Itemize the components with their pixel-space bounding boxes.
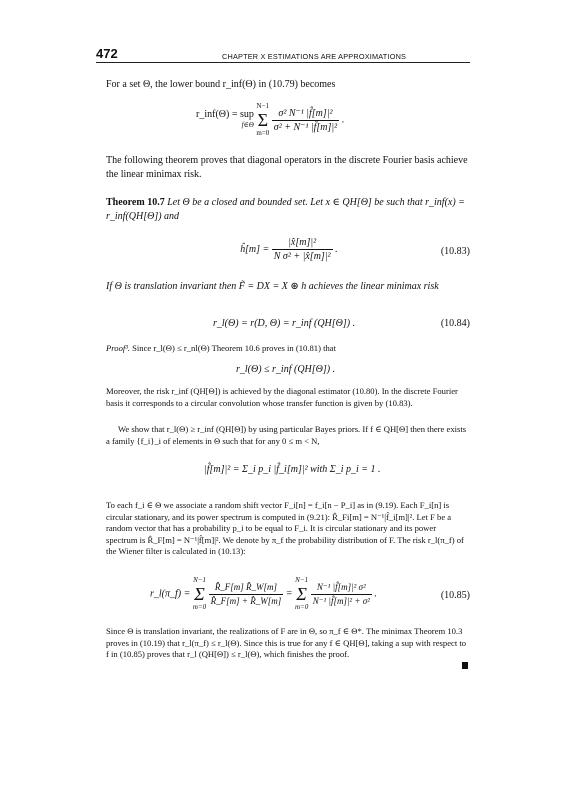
proof-paragraph-3: To each f_i ∈ Θ we associate a random shift vector F_i[n] = f_i[n − P_i] as in (9.19). Each F_i[n] is circular stationary, and its power spectrum is computed in (9.21): R̂_Fi[m] = N⁻¹|f̂_i[m]|². Let F be a random vector that has a probability p_i to be equal to F_i. It is circular stationary and its power spectrum is R̂_F[m] = N⁻¹|f̂[m]|². We denote by π_f the probability distribution of F. The risk r_l(π_f) of the Wiener filter is calculated in (10.13): xyxy=(106,500,464,557)
eq-c-lhs: r_l(π_f) = xyxy=(150,588,191,600)
eq-c-sum1-bottom: m=0 xyxy=(192,603,207,611)
proof-lead-text: Since r_l(Θ) ≤ r_nl(Θ) Theorem 10.6 proves in (10.81) that xyxy=(129,343,336,353)
eq-c-fraction-2 xyxy=(311,581,372,608)
qed-square-icon xyxy=(462,662,468,669)
eq-h-lhs: ĥ[m] = xyxy=(240,244,270,255)
eq-rinf-sup-sub: f∈Θ xyxy=(241,121,254,129)
header-rule xyxy=(96,62,470,63)
eq-rinf-den: σ² + N⁻¹ |f̂[m]|² xyxy=(273,121,338,133)
theorem-label: Theorem 10.7 xyxy=(106,197,165,208)
chapter-title: CHAPTER X ESTIMATIONS ARE APPROXIMATIONS xyxy=(222,52,407,61)
proof-paragraph-1: Moreover, the risk r_inf (QH[Θ]) is achieved by the diagonal estimator (10.80). In the discrete Fourier basis it corresponds to a circular convolution whose transfer function is given by (10.83). xyxy=(106,386,458,408)
eq-label-10-85: (10.85) xyxy=(440,590,470,601)
eq-h-num: |x̂[m]|² xyxy=(272,236,333,250)
sigma-symbol: Σ xyxy=(194,584,205,604)
eq-c-fraction-1 xyxy=(209,581,284,608)
eq-rinf-num: σ² N⁻¹ |f̂[m]|² xyxy=(272,107,339,121)
proof-paragraph-4: Since Θ is translation invariant, the realizations of F are in Θ, so π_f ∈ Θ*. The minimax Theorem 10.3 proves in (10.19) that r_l(π_f) ≤ r_l(Θ). Since this is true for any f ∈ QH[Θ], taking a sup with respect to f in (10.85) proves that r_l (QH[Θ]) ≤ r_l(Θ), which finishes the proof. xyxy=(106,626,467,660)
eq-rinf-end: . xyxy=(341,114,345,126)
equation-10-85 xyxy=(150,576,440,612)
eq-c-sum1-top: N−1 xyxy=(193,576,206,584)
eq-label-10-84: (10.84) xyxy=(440,318,470,329)
eq-h-end: . xyxy=(335,244,338,255)
eq-label-10-83: (10.83) xyxy=(440,246,470,257)
eq-c-sum-2 xyxy=(295,576,308,612)
sigma-symbol: Σ xyxy=(296,584,307,604)
eq-c-mid: = xyxy=(285,588,293,600)
equation-10-83 xyxy=(240,236,338,263)
equation-rinf xyxy=(196,102,436,142)
eq-rinf-fraction xyxy=(272,107,339,134)
proof-paragraph-2: We show that r_l(Θ) ≥ r_inf (QH[Θ]) by using particular Bayes priors. If f ∈ QH[Θ] then there exists a family {f_i}_i of elements in Θ such that for any 0 ≤ m < N, xyxy=(106,424,467,446)
eq-h-den: N σ² + |x̂[m]|² xyxy=(273,251,331,262)
theorem-statement xyxy=(106,196,468,224)
eq-c-num1: R̂_F[m] R̂_W[m] xyxy=(209,581,284,595)
equation-10-84: r_l(Θ) = r(D, Θ) = r_inf (QH[Θ]) . xyxy=(213,318,356,329)
theorem-statement-text: Let Θ be a closed and bounded set. Let x ∈ QH[Θ] be such that r_inf(x) = r_inf(QH[Θ]) and xyxy=(106,197,465,222)
theorem-statement-2: If Θ is translation invariant then F̃ = DX = X ⊛ h achieves the linear minimax risk xyxy=(106,281,439,292)
eq-c-sum2-bottom: m=0 xyxy=(294,603,309,611)
eq-c-sum-1 xyxy=(193,576,206,612)
eq-rinf-sum-top: N−1 xyxy=(256,102,270,110)
eq-c-end: . xyxy=(374,588,377,600)
page-number: 472 xyxy=(96,46,118,61)
equation-proof-a: r_l(Θ) ≤ r_inf (QH[Θ]) . xyxy=(236,364,336,375)
proof-lead xyxy=(106,343,468,355)
eq-c-den2: N⁻¹ |f̂[m]|² + σ² xyxy=(312,595,370,606)
eq-rinf-lhs: r_inf(Θ) = sup xyxy=(196,109,254,120)
proof-label: Proof³. xyxy=(106,343,130,353)
eq-rinf-sum-bottom: m=0 xyxy=(256,129,270,137)
eq-h-fraction xyxy=(272,236,333,263)
eq-c-num2: N⁻¹ |f̂[m]|² σ² xyxy=(311,581,372,595)
intro-line: For a set Θ, the lower bound r_inf(Θ) in (10.79) becomes xyxy=(106,79,336,90)
sigma-symbol: Σ xyxy=(257,110,269,130)
eq-rinf-sum xyxy=(256,102,269,138)
equation-proof-b: |f̂[m]|² = Σ_i p_i |f̂_i[m]|² with Σ_i p_i = 1 . xyxy=(204,464,381,475)
eq-c-den1: R̂_F[m] + R̂_W[m] xyxy=(210,595,282,606)
paragraph-2: The following theorem proves that diagonal operators in the discrete Fourier basis achieve the linear minimax risk. xyxy=(106,155,468,180)
eq-c-sum2-top: N−1 xyxy=(295,576,309,584)
